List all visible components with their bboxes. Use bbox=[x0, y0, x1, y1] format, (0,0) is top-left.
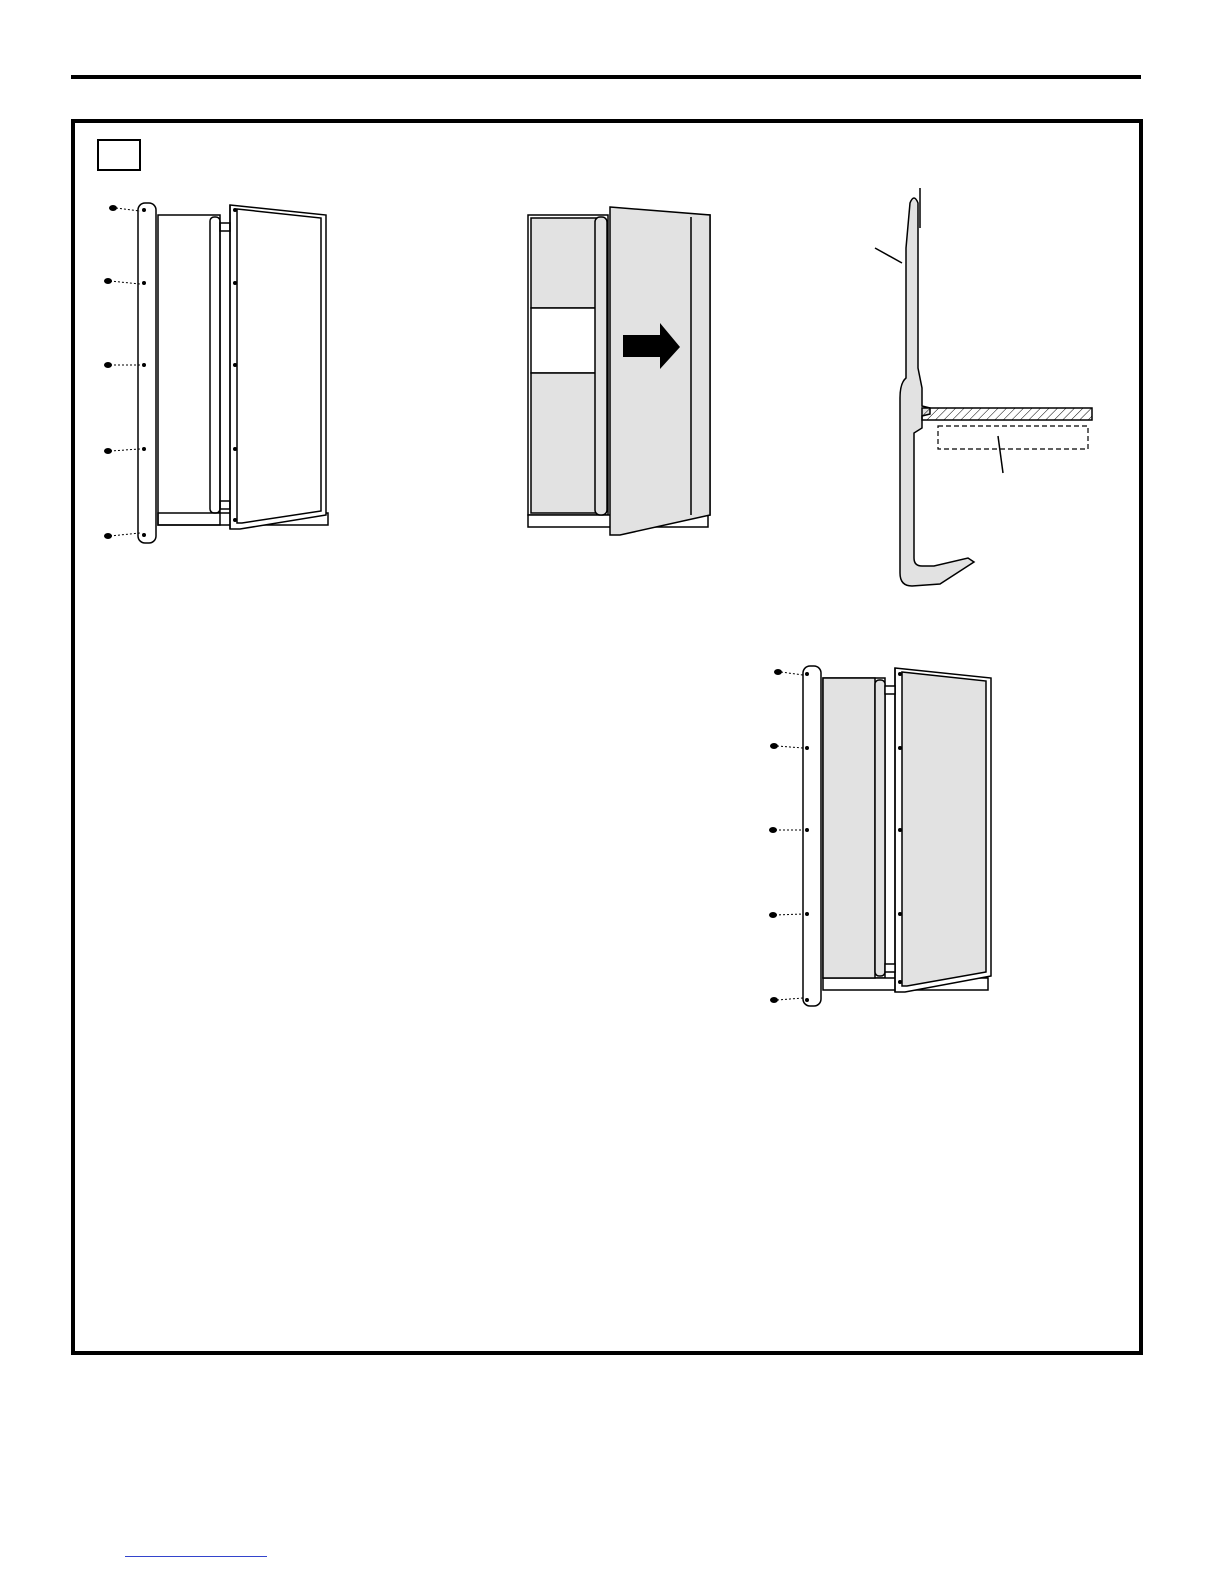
door-slide-arrow-icon bbox=[525, 205, 720, 540]
footer-link-underline[interactable] bbox=[125, 1556, 267, 1557]
shaded-door-with-handle-screws-icon bbox=[765, 660, 1005, 1015]
top-rule bbox=[71, 75, 1141, 79]
trim-profile-section-icon bbox=[870, 188, 1095, 593]
door-with-handle-screws-icon bbox=[100, 195, 340, 555]
step-number-box bbox=[97, 139, 141, 171]
